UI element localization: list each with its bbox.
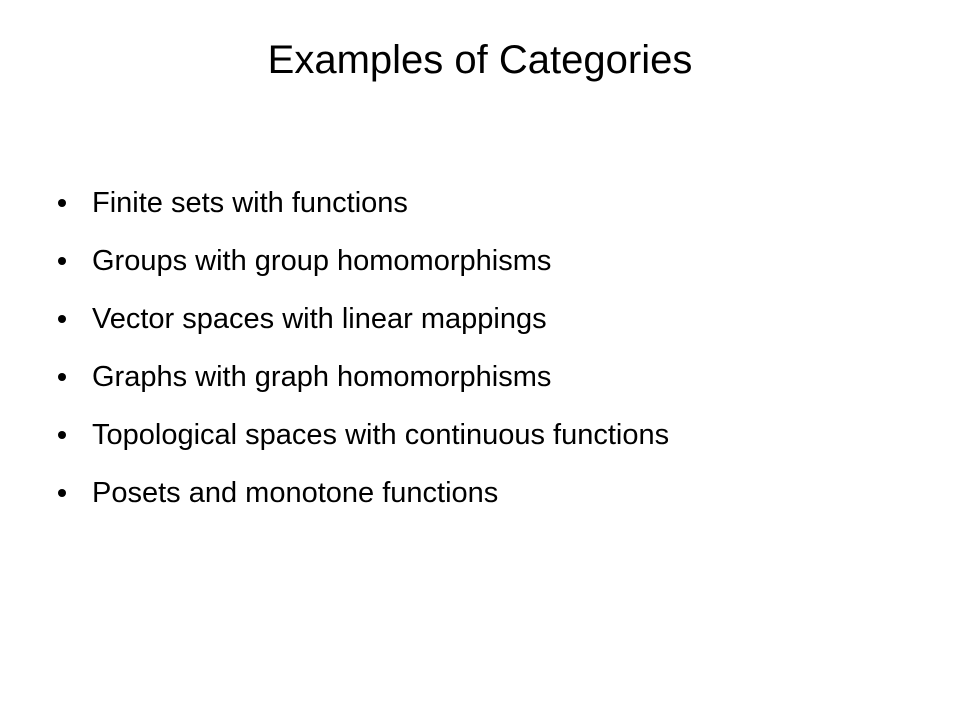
bullet-dot-icon <box>58 489 66 497</box>
bullet-text: Finite sets with functions <box>92 187 408 219</box>
bullet-text: Topological spaces with continuous functions <box>92 419 670 451</box>
bullet-item <box>58 232 669 290</box>
bullet-text: Graphs with graph homomorphisms <box>92 361 552 393</box>
bullet-item <box>58 348 669 406</box>
bullet-dot-icon <box>58 257 66 265</box>
bullet-list <box>58 174 669 522</box>
bullet-text: Posets and monotone functions <box>92 477 499 509</box>
bullet-dot-icon <box>58 373 66 381</box>
bullet-item <box>58 174 669 232</box>
bullet-dot-icon <box>58 199 66 207</box>
bullet-item <box>58 464 669 522</box>
slide-title: Examples of Categories <box>267 38 693 82</box>
bullet-text: Groups with group homomorphisms <box>92 245 552 277</box>
bullet-dot-icon <box>58 431 66 439</box>
bullet-text: Vector spaces with linear mappings <box>92 303 547 335</box>
bullet-item <box>58 290 669 348</box>
bullet-item <box>58 406 669 464</box>
bullet-dot-icon <box>58 315 66 323</box>
